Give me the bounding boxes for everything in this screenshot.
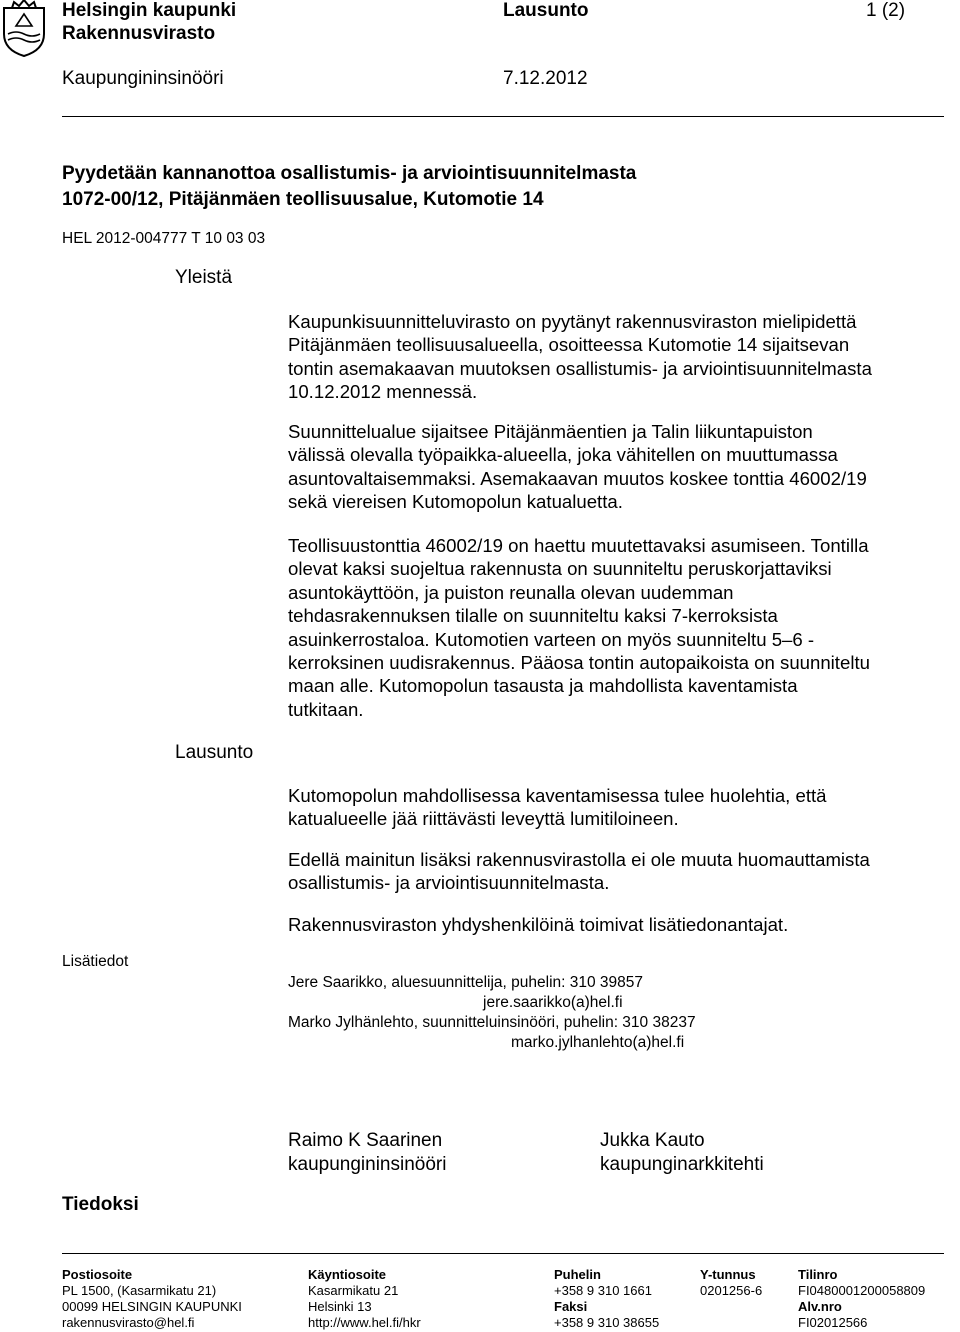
paragraph-line: sekä viereisen Kutomopolun katualuetta. xyxy=(288,491,623,513)
paragraph-line: Kaupunkisuunnitteluvirasto on pyytänyt rakennusviraston mielipidettä xyxy=(288,311,857,332)
footer-account-label: Tilinro xyxy=(798,1267,838,1282)
statement-paragraph-3 xyxy=(288,913,788,936)
footer-phone xyxy=(554,1267,659,1331)
document-date: 7.12.2012 xyxy=(503,68,588,89)
paragraph-line: osallistumis- ja arviointisuunnitelmasta. xyxy=(288,872,610,894)
general-paragraph-2 xyxy=(288,420,867,514)
office-name: Kaupungininsinööri xyxy=(62,68,224,89)
statement-paragraph-2 xyxy=(288,848,870,895)
section-label-statement: Lausunto xyxy=(175,742,254,763)
footer-fax-value: +358 9 310 38655 xyxy=(554,1315,660,1330)
footer-ytunnus-value: 0201256-6 xyxy=(700,1283,763,1298)
paragraph-line: 10.12.2012 mennessä. xyxy=(288,381,478,403)
paragraph-line: tehdasrakennuksen tilalle on suunniteltu kaksi 7-kerroksista xyxy=(288,605,778,627)
footer-phone-value: +358 9 310 1661 xyxy=(554,1283,652,1298)
paragraph-line: asuntokäyttöön, ja puiston reunalla olevan uudemman xyxy=(288,581,734,603)
footer-visiting-address xyxy=(308,1267,421,1331)
document-title-line1: Pyydetään kannanottoa osallistumis- ja arviointisuunnitelmasta xyxy=(62,163,637,184)
reference-number: HEL 2012-004777 T 10 03 03 xyxy=(62,230,266,247)
contact-2-email[interactable]: marko.jylhanlehto(a)hel.fi xyxy=(511,1034,685,1051)
paragraph-line: asuntovaltaisemmaksi. Asemakaavan muutos koskee tonttia 46002/19 xyxy=(288,467,867,489)
footer-visit-label: Käyntiosoite xyxy=(308,1267,387,1282)
footer-divider xyxy=(62,1253,944,1254)
document-title-line2: 1072-00/12, Pitäjänmäen teollisuusalue, Kutomotie 14 xyxy=(62,189,544,210)
contact-1-email[interactable]: jere.saarikko(a)hel.fi xyxy=(483,994,623,1011)
section-label-more-info: Lisätiedot xyxy=(62,953,129,970)
signature-2-title: kaupunginarkkitehti xyxy=(600,1154,764,1175)
footer-ytunnus-label: Y-tunnus xyxy=(700,1267,756,1282)
footer-account-value: FI0480001200058809 xyxy=(798,1283,926,1298)
paragraph-line: Pitäjänmäen teollisuusalueella, osoitteessa Kutomotie 14 sijaitsevan xyxy=(288,334,850,356)
signature-2-name: Jukka Kauto xyxy=(600,1130,705,1151)
header-divider xyxy=(62,116,944,117)
paragraph-line: tutkitaan. xyxy=(288,698,364,720)
paragraph-line: Edellä mainitun lisäksi rakennusvirastolla ei ole muuta huomauttamista xyxy=(288,849,870,870)
contact-2-details: Marko Jylhänlehto, suunnitteluinsinööri, puhelin: 310 38237 xyxy=(288,1014,696,1031)
contact-1-details: Jere Saarikko, aluesuunnittelija, puhelin: 310 39857 xyxy=(288,974,644,991)
footer-postal-line: 00099 HELSINGIN KAUPUNKI xyxy=(62,1299,242,1314)
paragraph-line: olevat kaksi suojeltua rakennusta on suunniteltu peruskorjattaviksi xyxy=(288,558,832,580)
footer-postal-address xyxy=(62,1267,242,1331)
footer-visit-line: Kasarmikatu 21 xyxy=(308,1283,399,1298)
general-paragraph-3 xyxy=(288,534,870,721)
footer-email-link[interactable]: rakennusvirasto@hel.fi xyxy=(62,1315,195,1330)
city-logo xyxy=(2,0,46,58)
paragraph-line: katualueelle jää riittävästi leveyttä lumitiloineen. xyxy=(288,808,679,830)
section-label-general: Yleistä xyxy=(175,267,233,288)
paragraph-line: Suunnittelualue sijaitsee Pitäjänmäentien ja Talin liikuntapuiston xyxy=(288,421,813,442)
paragraph-line: Rakennusviraston yhdyshenkilöinä toimivat lisätiedonantajat. xyxy=(288,914,789,935)
footer-website-link[interactable]: http://www.hel.fi/hkr xyxy=(308,1315,421,1330)
paragraph-line: maan alle. Kutomopolun tasausta ja mahdollista kaventamista xyxy=(288,675,798,697)
footer-postal-line: PL 1500, (Kasarmikatu 21) xyxy=(62,1283,217,1298)
footer-vat-value: FI02012566 xyxy=(798,1315,868,1330)
footer-visit-line: Helsinki 13 xyxy=(308,1299,372,1314)
statement-paragraph-1 xyxy=(288,784,827,831)
footer-business-id xyxy=(700,1267,762,1299)
footer-vat-label: Alv.nro xyxy=(798,1299,842,1314)
footer-phone-label: Puhelin xyxy=(554,1267,601,1282)
signature-1-title: kaupungininsinööri xyxy=(288,1154,447,1175)
paragraph-line: asuinkerrostaloa. Kutomotien varteen on myös suunniteltu 5–6 - xyxy=(288,628,815,650)
org-department: Rakennusvirasto xyxy=(62,23,216,44)
paragraph-line: välissä olevalla työpaikka-alueella, joka vähitellen on muuttumassa xyxy=(288,444,838,466)
general-paragraph-1 xyxy=(288,310,872,404)
footer-account xyxy=(798,1267,925,1331)
document-type: Lausunto xyxy=(503,0,589,21)
paragraph-line: kerroksinen uudisrakennus. Pääosa tontin autopaikoista on suunniteltu xyxy=(288,652,870,674)
page-number: 1 (2) xyxy=(866,0,906,21)
paragraph-line: Kutomopolun mahdollisessa kaventamisessa tulee huolehtia, että xyxy=(288,785,827,806)
footer-postal-label: Postiosoite xyxy=(62,1267,133,1282)
org-name: Helsingin kaupunki xyxy=(62,0,237,21)
section-label-distribution: Tiedoksi xyxy=(62,1194,139,1215)
paragraph-line: tontin asemakaavan muutoksen osallistumis- ja arviointisuunnitelmasta xyxy=(288,357,872,379)
footer-fax-label: Faksi xyxy=(554,1299,588,1314)
paragraph-line: Teollisuustonttia 46002/19 on haettu muutettavaksi asumiseen. Tontilla xyxy=(288,535,869,556)
signature-1-name: Raimo K Saarinen xyxy=(288,1130,443,1151)
